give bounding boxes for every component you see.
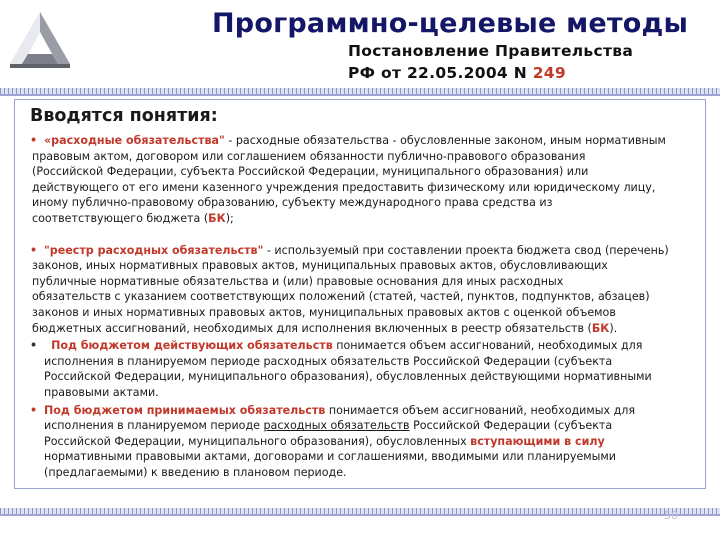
definition-text: обязательств с указанием соответствующих положений (статей, частей, пунктов, подпунктов, абзацев)	[32, 290, 650, 304]
page-number: 50	[664, 509, 678, 522]
term-obligations-register: "реестр расходных обязательств"	[44, 243, 264, 257]
decree-line-1: Постановление Правительства	[348, 42, 634, 60]
definition-text: бюджетных ассигнований, необходимых для исполнения включенных в реестр обязательств (	[32, 321, 592, 335]
bullet-marker: •	[30, 403, 38, 417]
definition-text: (Российской Федерации, субъекта Российской Федерации, муниципального образования) или	[32, 165, 589, 179]
definition-text: (предлагаемыми) к введению в плановом периоде.	[44, 465, 347, 479]
definition-text: исполнения в планируемом периоде	[44, 419, 264, 433]
definition-text: законов, иных нормативных правовых актов, муниципальных правовых актов, обусловливающих	[32, 259, 608, 273]
abbr-bk: БК	[591, 321, 610, 335]
definition-item-expense-obligations	[30, 133, 700, 227]
bottom-rule	[0, 514, 720, 516]
abbr-bk: БК	[208, 211, 226, 225]
decree-date: РФ от 22.05.2004 N	[348, 64, 533, 82]
term-expense-obligations: «расходные обязательства"	[44, 134, 225, 147]
decree-reference	[348, 40, 633, 84]
definition-item-obligations-register	[30, 243, 700, 337]
decree-number: 249	[532, 64, 566, 82]
definitions-list	[30, 133, 700, 480]
section-heading: Вводятся понятия:	[30, 106, 218, 126]
term-accepted-obligations-budget: Под бюджетом принимаемых обязательств	[44, 403, 326, 417]
definition-text: Российской Федерации, муниципального образования), обусловленных действующими нормативными	[44, 370, 652, 384]
definition-text: - расходные обязательства - обусловленные законом, иным нормативным	[224, 134, 666, 147]
bullet-marker: •	[30, 243, 38, 257]
highlighted-phrase: вступающими в силу	[470, 434, 605, 448]
definition-item-accepted-obligations-budget	[30, 403, 700, 481]
definition-text: исполнения в планируемом периоде расходных обязательств Российской Федерации (субъекта	[44, 354, 613, 368]
definition-text: );	[225, 211, 234, 225]
definition-text: понимается объем ассигнований, необходимых для	[325, 403, 636, 417]
definition-text: - используемый при составлении проекта бюджета свод (перечень)	[263, 243, 669, 257]
bullet-marker: •	[30, 134, 38, 147]
definition-text: законов и иных нормативных правовых актов, муниципальных правовых актов с оценкой объемов	[32, 305, 616, 319]
top-rule	[0, 94, 720, 96]
decree-line-2	[348, 62, 633, 84]
definition-text: действующего от его имени казенного учреждения предоставить физическому или юридическому лицу,	[32, 180, 656, 194]
definition-text: соответствующего бюджета (	[32, 211, 209, 225]
underlined-phrase: расходных обязательств	[263, 419, 410, 433]
term-current-obligations-budget: Под бюджетом действующих обязательств	[51, 339, 333, 353]
definition-item-current-obligations-budget	[30, 338, 700, 400]
definition-text: Российской Федерации, муниципального образования), обусловленных	[44, 434, 471, 448]
definition-text: нормативными правовыми актами, договорами и соглашениями, вводимыми или планируемыми	[44, 450, 616, 464]
definition-text: публичные нормативные обязательства и (или) правовые основания для иных расходных	[32, 274, 564, 288]
impossible-triangle-logo	[4, 6, 76, 70]
definition-text: Российской Федерации (субъекта	[409, 419, 613, 433]
definition-text: иному публично-правовому образованию, субъекту международного права средства из	[32, 196, 553, 210]
definition-text: ).	[609, 321, 618, 335]
bullet-marker: •	[30, 339, 38, 353]
definition-text: правовыми актами.	[44, 385, 159, 399]
page-title: Программно-целевые методы	[212, 8, 689, 39]
definition-text: понимается объем ассигнований, необходимых для	[332, 339, 643, 353]
definition-text: правовым актом, договором или соглашением обязанности публично-правового образования	[32, 149, 586, 163]
